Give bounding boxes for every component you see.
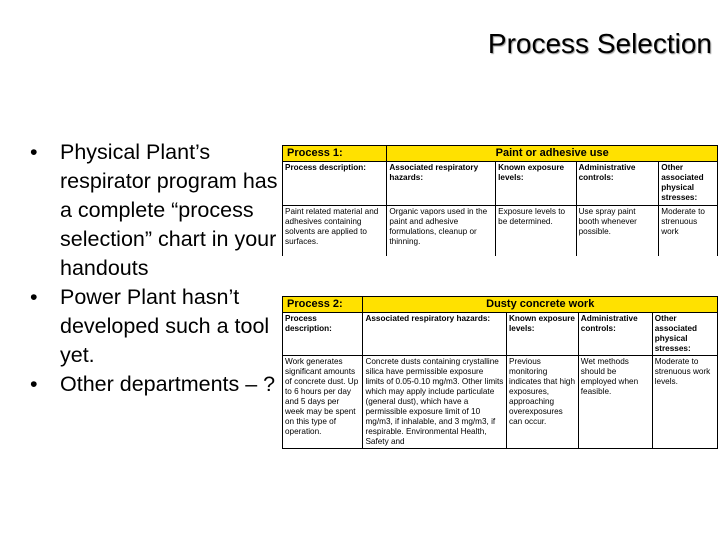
table-cell: Work generates significant amounts of concrete dust. Up to 6 hours per day and 5 days per week may be spent on this type of operation. (283, 356, 363, 449)
process-label: Process 1: (283, 146, 387, 162)
table-cell: Wet methods should be employed when feasible. (578, 356, 652, 449)
slide-title: Process Selection (487, 28, 712, 59)
table-cell: Moderate to strenuous work (659, 206, 718, 257)
process-2-table-image (282, 296, 718, 454)
table-header-row (283, 162, 718, 206)
header-cell: Administrative controls: (578, 313, 652, 356)
bullet-item (30, 138, 280, 283)
header-cell: Known exposure levels: (496, 162, 576, 206)
bullet-item (30, 283, 280, 370)
table-cell: Paint related material and adhesives containing solvents are applied to surfaces. (283, 206, 387, 257)
bullet-item (30, 370, 280, 399)
bullet-dot: • (30, 140, 38, 164)
process-1-table-image (282, 145, 718, 256)
bullet-dot: • (30, 372, 38, 396)
bullet-dot: • (30, 285, 38, 309)
process-1-banner (283, 146, 718, 162)
process-name: Dusty concrete work (363, 297, 718, 313)
table-cell: Organic vapors used in the paint and adhesive formulations, cleanup or thinning. (387, 206, 496, 257)
bullet-text: Other departments – ? (60, 372, 276, 396)
table-header-row (283, 313, 718, 356)
table-cell: Concrete dusts containing crystalline silica have permissible exposure limits of 0.05-0.10 mg/m3. Other limits which may apply include particulate (general dust), which have a permissible exposure limit of 10 mg/m3, if inhalable, and 3 mg/m3, if respirable. Environmental Health, Safety and (363, 356, 507, 449)
table-cell: Exposure levels to be determined. (496, 206, 576, 257)
table-cell: Previous monitoring indicates that high exposures, approaching overexposures can occur. (507, 356, 579, 449)
table-row (283, 356, 718, 449)
table-cell: Moderate to strenuous work levels. (652, 356, 717, 449)
header-cell: Known exposure levels: (507, 313, 579, 356)
header-cell: Other associated physical stresses: (659, 162, 718, 206)
process-2-banner (283, 297, 718, 313)
header-cell: Process description: (283, 313, 363, 356)
process-2-table (282, 296, 718, 449)
process-label: Process 2: (283, 297, 363, 313)
process-name: Paint or adhesive use (387, 146, 718, 162)
table-row (283, 206, 718, 257)
header-cell: Associated respiratory hazards: (387, 162, 496, 206)
header-cell: Administrative controls: (576, 162, 659, 206)
header-cell: Process description: (283, 162, 387, 206)
bullet-list (30, 138, 280, 399)
header-cell: Other associated physical stresses: (652, 313, 717, 356)
table-cell: Use spray paint booth whenever possible. (576, 206, 659, 257)
process-1-table (282, 145, 718, 256)
bullet-text: Power Plant hasn’t developed such a tool yet. (60, 285, 270, 367)
bullet-text: Physical Plant’s respirator program has a complete “process selection” chart in your handouts (60, 140, 278, 280)
header-cell: Associated respiratory hazards: (363, 313, 507, 356)
